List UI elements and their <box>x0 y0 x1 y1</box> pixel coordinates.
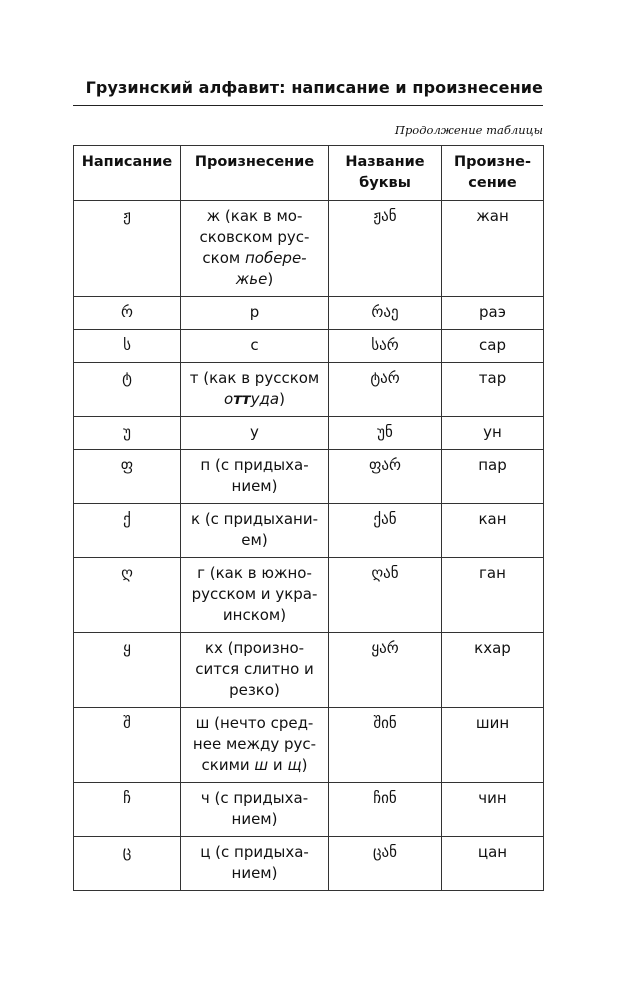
pron-text: нее между рус- <box>192 735 317 753</box>
pron-text: г (как в южно- <box>197 564 312 582</box>
pronunciation-cell <box>181 783 329 837</box>
pron-text: ч (с придыха- <box>200 789 309 807</box>
table-row <box>74 330 544 363</box>
name-pronunciation-cell: чин <box>442 783 544 837</box>
pron-text: скими <box>201 756 255 774</box>
pron-text: нием) <box>231 810 278 828</box>
name-pron-line2: сение <box>468 175 517 191</box>
table-row <box>74 708 544 783</box>
letter-cell: ღ <box>74 558 181 633</box>
letter-name-cell: რაე <box>329 297 442 330</box>
table-row <box>74 504 544 558</box>
pron-example-italic: уда <box>250 390 280 408</box>
table-row <box>74 450 544 504</box>
table-row <box>74 417 544 450</box>
table-row <box>74 201 544 297</box>
name-pronunciation-cell: тар <box>442 363 544 417</box>
header-rule <box>73 105 543 106</box>
name-pronunciation-cell: ун <box>442 417 544 450</box>
table-row <box>74 297 544 330</box>
pronunciation-cell <box>181 363 329 417</box>
pron-text: ском <box>202 249 245 267</box>
pron-text: резко) <box>229 681 280 699</box>
pron-text: ) <box>267 270 274 288</box>
pron-text: русском и укра- <box>191 585 318 603</box>
running-title: Грузинский алфавит: написание и произнесение <box>85 78 543 97</box>
pron-example-italic: жье <box>235 270 268 288</box>
pron-text: и <box>268 756 288 774</box>
name-pronunciation-cell: сар <box>442 330 544 363</box>
pron-example-bold: тт <box>233 390 251 408</box>
letter-name-line2: буквы <box>359 175 411 191</box>
letter-name-cell: ცან <box>329 837 442 891</box>
name-pron-line1: Произне- <box>454 154 531 170</box>
pronunciation-cell <box>181 708 329 783</box>
pron-text: кх (произно- <box>204 639 305 657</box>
pron-text: ц (с придыха- <box>200 843 309 861</box>
letter-name-cell: ღან <box>329 558 442 633</box>
name-pronunciation-cell: кхар <box>442 633 544 708</box>
letter-name-cell: ქან <box>329 504 442 558</box>
pron-text: инском) <box>222 606 287 624</box>
pron-example-italic: о <box>224 390 234 408</box>
letter-name-cell: ჟან <box>329 201 442 297</box>
letter-cell: ს <box>74 330 181 363</box>
letter-cell: ქ <box>74 504 181 558</box>
pron-example-italic: побере- <box>244 249 307 267</box>
table-row <box>74 783 544 837</box>
pron-text: п (с придыха- <box>200 456 309 474</box>
letter-name-cell: უნ <box>329 417 442 450</box>
letter-cell: ც <box>74 837 181 891</box>
pron-text: к (с придыхани- <box>190 510 319 528</box>
table-header-row <box>74 146 544 201</box>
pronunciation-cell <box>181 450 329 504</box>
letter-cell: ტ <box>74 363 181 417</box>
name-pronunciation-cell: цан <box>442 837 544 891</box>
column-header-pronunciation: Произнесение <box>181 146 329 201</box>
table-row <box>74 633 544 708</box>
pronunciation-cell <box>181 504 329 558</box>
letter-name-cell: ჩინ <box>329 783 442 837</box>
column-header-letter-name <box>329 146 442 201</box>
table-continued-label: Продолжение таблицы <box>394 123 543 137</box>
pronunciation-cell <box>181 837 329 891</box>
pron-text: т (как в русском <box>189 369 320 387</box>
column-header-spelling: Написание <box>74 146 181 201</box>
pron-text: ем) <box>241 531 268 549</box>
column-header-name-pronunciation <box>442 146 544 201</box>
pronunciation-cell <box>181 201 329 297</box>
letter-name-line1: Название <box>345 154 425 170</box>
letter-cell: ჟ <box>74 201 181 297</box>
name-pronunciation-cell: ган <box>442 558 544 633</box>
letter-name-cell: ფარ <box>329 450 442 504</box>
name-pronunciation-cell: кан <box>442 504 544 558</box>
pron-text: ш (нечто сред- <box>195 714 314 732</box>
letter-cell: შ <box>74 708 181 783</box>
table-row <box>74 363 544 417</box>
letter-cell: ყ <box>74 633 181 708</box>
pronunciation-cell <box>181 558 329 633</box>
pron-text: ) <box>301 756 308 774</box>
name-pronunciation-cell: шин <box>442 708 544 783</box>
letter-cell: ფ <box>74 450 181 504</box>
table-row <box>74 558 544 633</box>
letter-name-cell: სარ <box>329 330 442 363</box>
name-pronunciation-cell: раэ <box>442 297 544 330</box>
pron-text: сковском рус- <box>199 228 310 246</box>
pron-example-italic: щ <box>287 756 302 774</box>
letter-name-cell: ყარ <box>329 633 442 708</box>
letter-cell: ჩ <box>74 783 181 837</box>
letter-cell: რ <box>74 297 181 330</box>
pronunciation-cell <box>181 633 329 708</box>
letter-name-cell: შინ <box>329 708 442 783</box>
table-row <box>74 837 544 891</box>
pron-text: нием) <box>231 864 278 882</box>
name-pronunciation-cell: пар <box>442 450 544 504</box>
pronunciation-cell: с <box>181 330 329 363</box>
letter-cell: უ <box>74 417 181 450</box>
pron-text: ) <box>279 390 285 408</box>
pron-example-italic: ш <box>254 756 269 774</box>
letter-name-cell: ტარ <box>329 363 442 417</box>
pron-text: нием) <box>231 477 278 495</box>
pronunciation-cell: р <box>181 297 329 330</box>
pronunciation-cell: у <box>181 417 329 450</box>
pron-text: сится слитно и <box>195 660 314 678</box>
georgian-alphabet-table <box>73 145 544 891</box>
name-pronunciation-cell: жан <box>442 201 544 297</box>
pron-text: ж (как в мо- <box>206 207 303 225</box>
